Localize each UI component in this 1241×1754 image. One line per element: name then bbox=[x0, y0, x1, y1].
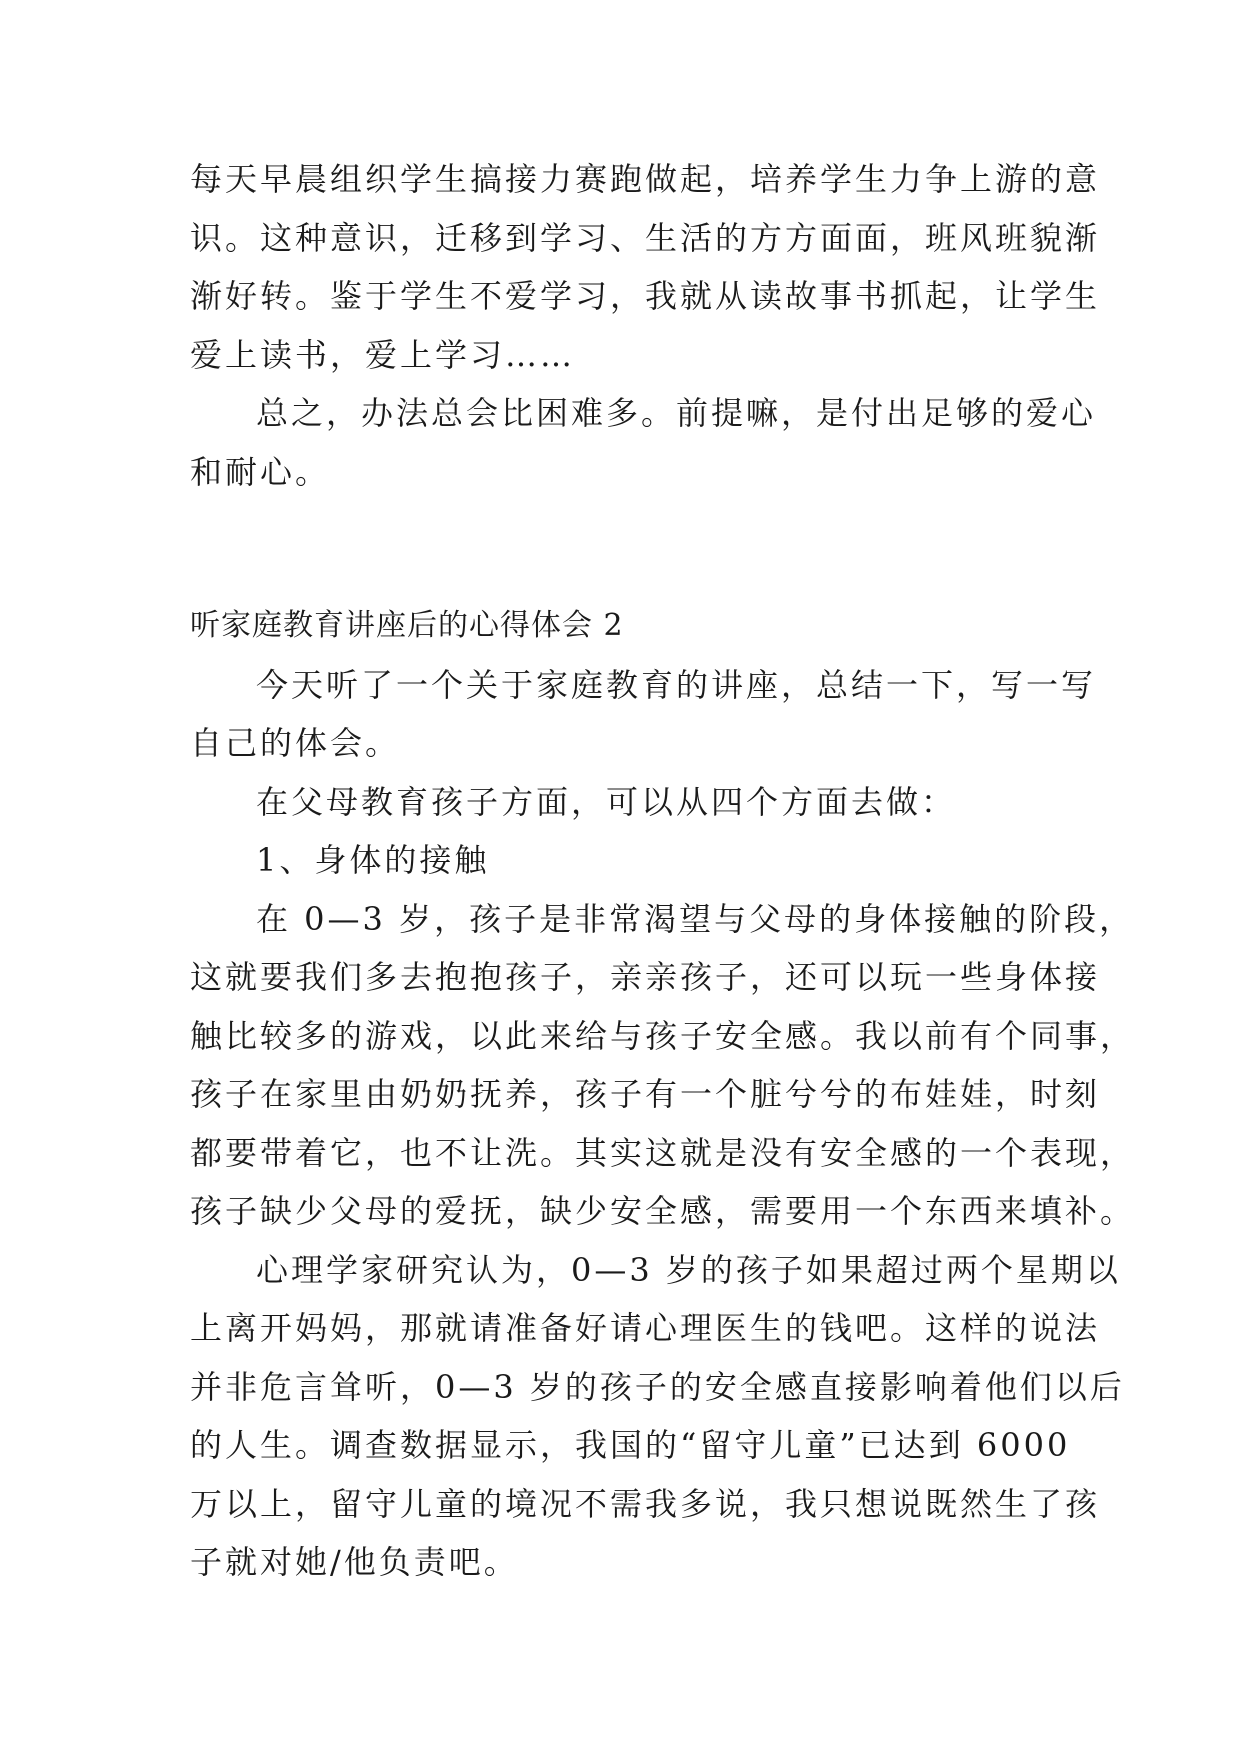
text-line: 渐好转。鉴于学生不爱学习，我就从读故事书抓起，让学生 bbox=[190, 277, 1101, 315]
text-line: 并非危言耸听，0—3 岁的孩子的安全感直接影响着他们以后 bbox=[190, 1367, 1125, 1406]
text-line: 总之，办法总会比困难多。前提嘛，是付出足够的爱心 bbox=[256, 394, 1097, 432]
text-line: 触比较多的游戏，以此来给与孩子安全感。我以前有个同事， bbox=[190, 1016, 1136, 1055]
text-line: 孩子缺少父母的爱抚，缺少安全感，需要用一个东西来填补。 bbox=[190, 1192, 1136, 1230]
text-line: 爱上读书，爱上学习…… bbox=[190, 335, 576, 374]
paragraph bbox=[190, 656, 1097, 773]
paragraph bbox=[190, 1241, 1125, 1592]
paragraph bbox=[190, 384, 1097, 501]
text-line: 每天早晨组织学生搞接力赛跑做起，培养学生力争上游的意 bbox=[190, 160, 1101, 198]
text-line: 自己的体会。 bbox=[190, 724, 401, 762]
document-page bbox=[190, 150, 1136, 1592]
text-line: 在父母教育孩子方面，可以从四个方面去做： bbox=[256, 782, 957, 821]
text-line: 心理学家研究认为，0—3 岁的孩子如果超过两个星期以 bbox=[256, 1250, 1121, 1289]
section-spacer bbox=[190, 501, 1060, 597]
paragraph bbox=[190, 773, 1060, 832]
text-line: 万以上，留守儿童的境况不需我多说，我只想说既然生了孩 bbox=[190, 1484, 1101, 1523]
text-line: 都要带着它，也不让洗。其实这就是没有安全感的一个表现， bbox=[190, 1133, 1136, 1172]
text-line: 识。这种意识，迁移到学习、生活的方方面面，班风班貌渐 bbox=[190, 218, 1101, 257]
text-line: 子就对她/他负责吧。 bbox=[190, 1543, 519, 1581]
text-line: 这就要我们多去抱抱孩子，亲亲孩子，还可以玩一些身体接 bbox=[190, 958, 1101, 996]
text-line: 和耐心。 bbox=[190, 452, 331, 491]
paragraph bbox=[190, 890, 1136, 1241]
list-item-heading: 1、身体的接触 bbox=[256, 841, 490, 879]
section-title: 听家庭教育讲座后的心得体会 2 bbox=[190, 608, 624, 643]
text-line: 今天听了一个关于家庭教育的讲座，总结一下，写一写 bbox=[256, 665, 1097, 704]
text-line: 在 0—3 岁，孩子是非常渴望与父母的身体接触的阶段， bbox=[256, 899, 1135, 938]
text-line: 上离开妈妈，那就请准备好请心理医生的钱吧。这样的说法 bbox=[190, 1309, 1101, 1347]
paragraph bbox=[190, 150, 1101, 384]
text-line: 的人生。调查数据显示，我国的“留守儿童”已达到 6000 bbox=[190, 1426, 1071, 1464]
paragraph bbox=[190, 831, 1060, 890]
text-line: 孩子在家里由奶奶抚养，孩子有一个脏兮兮的布娃娃，时刻 bbox=[190, 1075, 1101, 1113]
